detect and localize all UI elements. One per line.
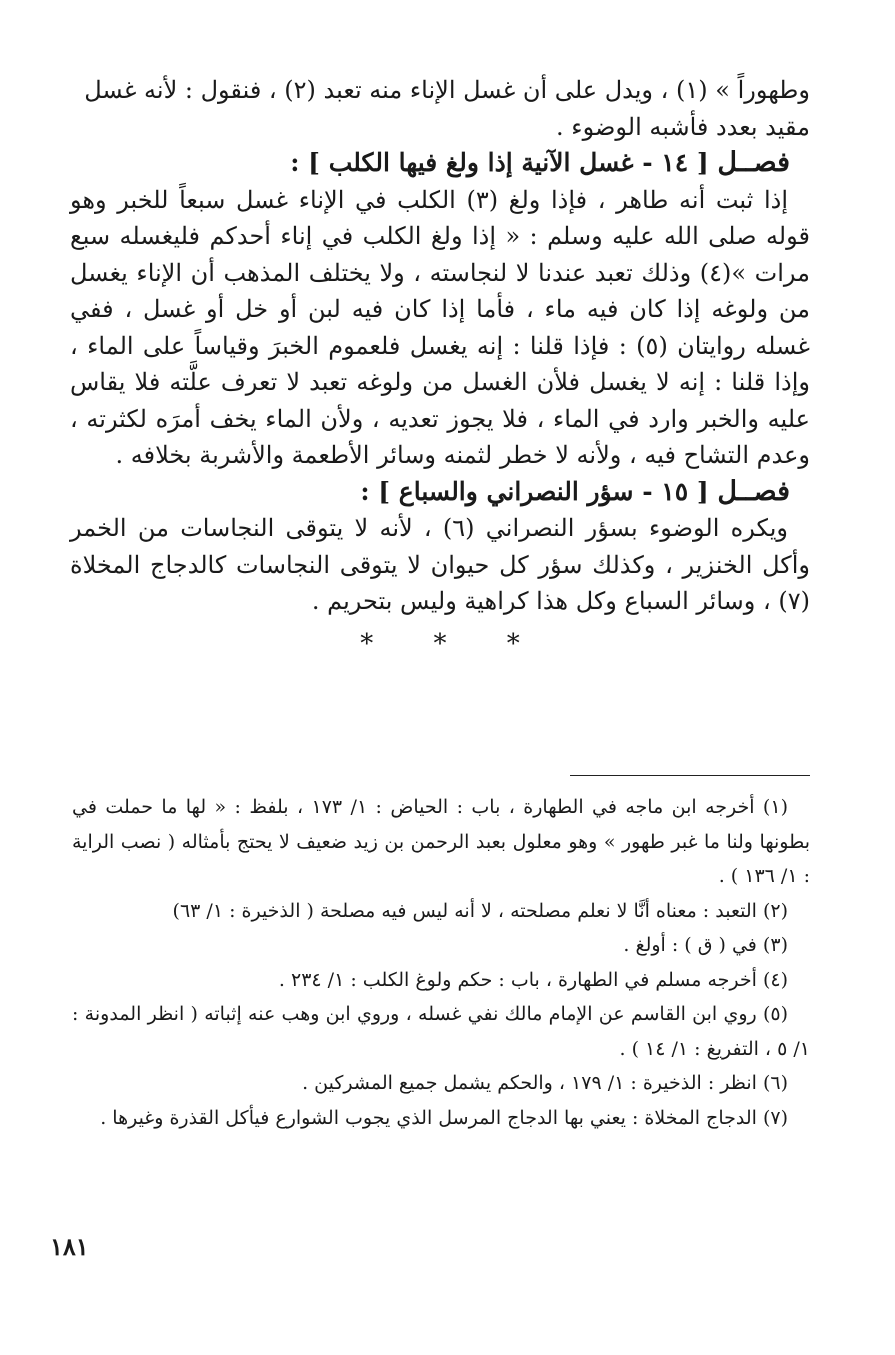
section-heading-15 — [70, 474, 810, 511]
separator-star: * — [433, 628, 447, 659]
footnote-1: (١) أخرجه ابن ماجه في الطهارة ، باب : الحياض : ١/ ١٧٣ ، بلفظ : « لها ما حملت في بطونها ولنا ما غبر طهور » وهو معلول بعبد الرحمن بن زيد ضعيف لا يحتج بأمثاله ( نصب الراية : ١/ ١٣٦ ) . — [72, 796, 810, 887]
main-text — [70, 72, 810, 664]
separator-star: * — [506, 628, 520, 659]
section-heading-14-word: فصــل — [717, 147, 790, 178]
footnote-4: (٤) أخرجه مسلم في الطهارة ، باب : حكم ولوغ الكلب : ١/ ٢٣٤ . — [278, 968, 788, 991]
section-heading-15-word: فصــل — [717, 475, 790, 507]
footnote-2: (٢) التعبد : معناه أنَّا لا نعلم مصلحته ، لا أنه ليس فيه مصلحة ( الذخيرة : ١/ ٦٣) — [172, 899, 788, 922]
section-heading-14 — [70, 145, 810, 182]
paragraph-1-line-2: مقيد بعدد فأشبه الوضوء . — [556, 112, 810, 141]
paragraph-1-line-1: وطهوراً » (١) ، ويدل على أن غسل الإناء منه تعبد (٢) ، فنقول : لأنه غسل — [84, 76, 810, 104]
page-body — [70, 72, 810, 664]
footnote-6: (٦) انظر : الذخيرة : ١/ ١٧٩ ، والحكم يشمل جميع المشركين . — [302, 1072, 788, 1094]
section-heading-14-title: [ ١٤ - غسل الآنية إذا ولغ فيها الكلب ] : — [290, 148, 709, 177]
paragraph-3: ويكره الوضوء بسؤر النصراني (٦) ، لأنه لا يتوقى النجاسات من الخمر وأكل الخنزير ، وكذلك سؤر كل حيوان لا يتوقى النجاسات كالدجاج المخلاة (٧) ، وسائر السباع وكل هذا كراهية وليس بتحريم . — [70, 514, 810, 615]
footnote-divider — [570, 775, 810, 776]
page-number: ١٨١ — [50, 1232, 89, 1261]
footnote-3: (٣) في ( ق ) : أولغ . — [623, 934, 788, 956]
footnote-5: (٥) روي ابن القاسم عن الإمام مالك نفي غسله ، وروي ابن وهب عنه إثباته ( انظر المدونة : ١/ ٥ ، التفريغ : ١/ ١٤ ) . — [72, 1003, 810, 1060]
section-separator — [70, 624, 810, 664]
footnote-7: (٧) الدجاج المخلاة : يعني بها الدجاج المرسل الذي يجوب الشوارع فيأكل القذرة وغيرها . — [100, 1106, 788, 1129]
section-heading-15-title: [ ١٥ - سؤر النصراني والسباع ] : — [360, 476, 709, 506]
separator-star: * — [360, 628, 374, 659]
footnotes — [72, 790, 810, 1135]
paragraph-2: إذا ثبت أنه طاهر ، فإذا ولغ (٣) الكلب في الإناء غسل سبعاً للخبر وهو قوله صلى الله عليه وسلم : « إذا ولغ الكلب في إناء أحدكم فليغسله سبع مرات »(٤) وذلك تعبد عندنا لا لنجاسته ، ولا يختلف المذهب أن الإناء يغسل من ولوغه إذا كان فيه ماء ، فأما إذا كان فيه لبن أو خل أو غسل ، ففي غسله روايتان (٥) : فإذا قلنا : إنه يغسل فلعموم الخبرَ وقياساً على الماء ، وإذا قلنا : إنه لا يغسل فلأن الغسل من ولوغه تعبد لا تعرف علَّته فلا يقاس عليه والخبر وارد في الماء ، فلا يجوز تعديه ، ولأن الماء يخف أمرَه لكثرته ، وعدم التشاح فيه ، ولأنه لا خطر لثمنه وسائر الأطعمة والأشربة بخلافه . — [70, 185, 810, 469]
